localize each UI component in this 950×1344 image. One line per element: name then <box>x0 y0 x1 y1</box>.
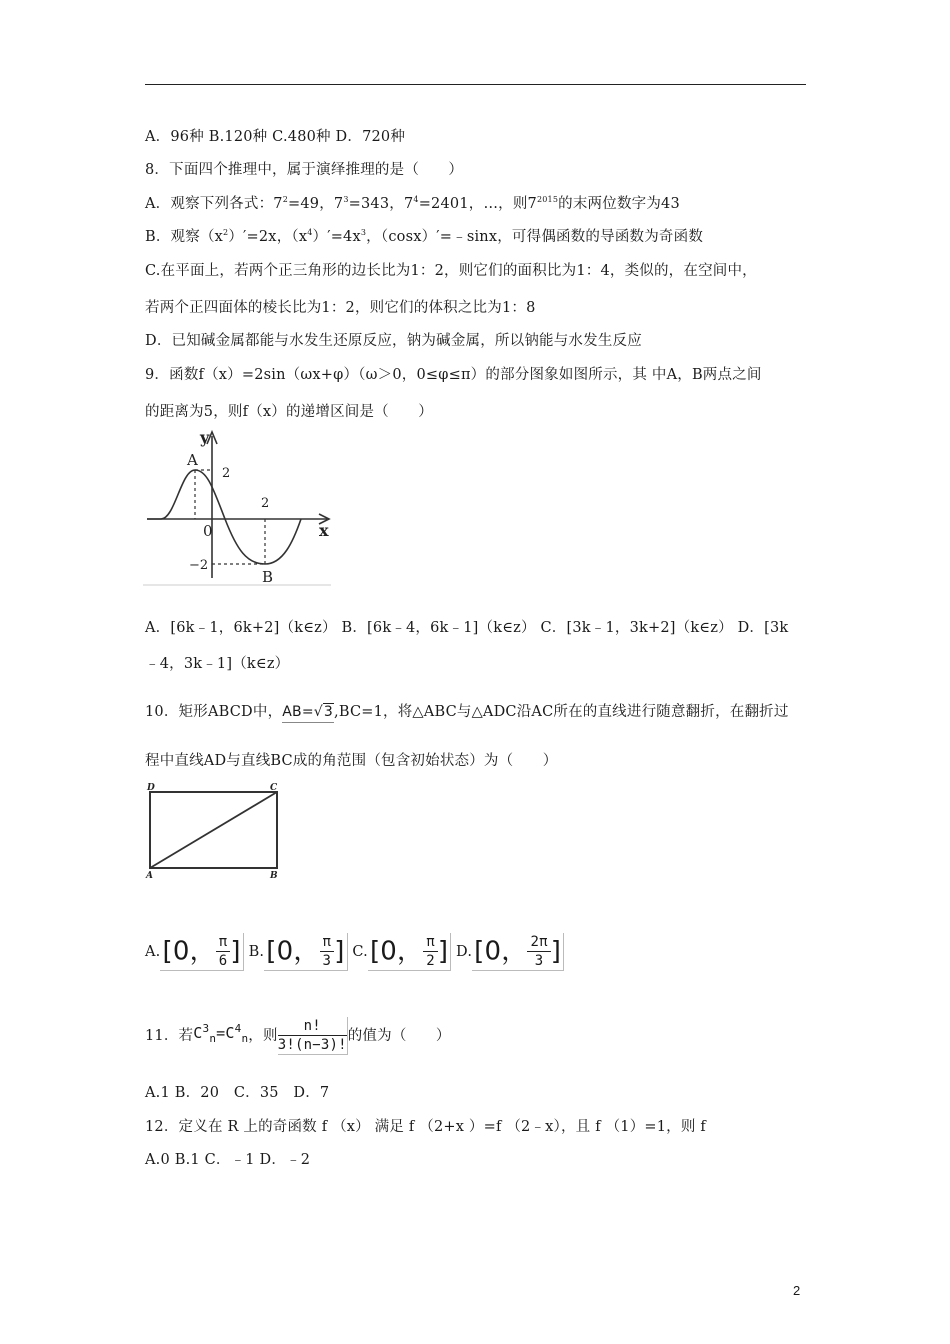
text: 的值为（ ） <box>347 1028 451 1044</box>
numerator: n! <box>278 1017 347 1036</box>
c-symbol: C <box>225 1024 235 1042</box>
text: B．观察（x <box>145 229 224 245</box>
bracket: [0， <box>162 936 216 967</box>
q10-rectangle-figure <box>143 780 283 880</box>
text: ）′=4x <box>312 229 361 245</box>
q9-stem-line1: 9．函数f（x）=2sin（ωx+φ）（ω＞0，0≤φ≤π）的部分图象如图所示，其 中A，B两点之间 <box>145 367 762 383</box>
q7-options: A．96种 B.120种 C.480种 D．720种 <box>145 129 406 145</box>
text: ,BC=1，将△ABC与△ADC沿AC所在的直线进行随意翻折，在翻折过 <box>334 704 789 720</box>
bracket: [0， <box>266 936 320 967</box>
q9-options-line1: A．[6k﹣1，6k+2]（k∈z） B．[6k﹣4，6k﹣1]（k∈z） C．[3k﹣1，3k+2]（k∈z） D．[3k <box>145 620 789 636</box>
equals: = <box>216 1024 226 1042</box>
numerator: 2π <box>527 933 550 952</box>
bracket: [0， <box>369 936 424 967</box>
option-label: D. <box>456 944 473 960</box>
exp: 2 <box>223 228 229 238</box>
numerator: π <box>216 933 231 952</box>
combination-equation <box>193 1013 248 1059</box>
exp: 3 <box>360 228 367 238</box>
option-label: B. <box>248 944 265 960</box>
q12-stem: 12．定义在 R 上的奇函数 f （x） 满足 f （2+x ）=f （2﹣x），且 f （1）=1，则 f <box>145 1119 706 1135</box>
q12-options: A.0 B.1 C．﹣1 D．﹣2 <box>145 1152 311 1168</box>
fraction <box>423 933 438 970</box>
text: =2401，…，则7 <box>418 196 537 212</box>
x-axis-label: x <box>319 521 329 540</box>
q9-sine-graph <box>143 428 333 586</box>
text: =49，7 <box>288 196 344 212</box>
q8-option-c-line1: C.在平面上，若两个正三角形的边长比为1：2，则它们的面积比为1：4，类似的，在空间中， <box>145 263 757 279</box>
q8-option-b <box>145 227 703 247</box>
point-a-label: A <box>187 451 198 469</box>
q10-options <box>145 933 564 971</box>
text: ，（cosx）′=﹣sinx，可得偶函数的导函数为奇函数 <box>366 229 704 245</box>
bracket: [0， <box>474 936 528 967</box>
text: 的末两位数字为43 <box>558 196 680 212</box>
c-symbol: C <box>193 1024 203 1042</box>
vertex-d-label: D <box>147 783 155 793</box>
exp: 2 <box>282 195 288 205</box>
text: ，则 <box>248 1028 278 1044</box>
bracket: ] <box>230 936 241 967</box>
formula-lhs: AB= <box>282 704 314 720</box>
y-tick-neg2-label: −2 <box>189 558 209 573</box>
sup: 4 <box>234 1022 242 1035</box>
y-tick-2-label: 2 <box>222 466 231 481</box>
exp: 4 <box>307 228 313 238</box>
text: A．观察下列各式：7 <box>145 196 283 212</box>
bracket: ] <box>550 936 562 967</box>
option-label: A. <box>145 944 161 960</box>
interval-option-d <box>472 933 564 971</box>
fraction <box>527 933 550 970</box>
ab-sqrt3-formula: AB=√3 <box>282 702 334 723</box>
sup: 3 <box>202 1022 210 1035</box>
factorial-fraction <box>278 1017 348 1055</box>
bracket: ] <box>437 936 449 967</box>
q11-options: A.1 B．20 C．35 D．7 <box>145 1085 330 1101</box>
text: 10．矩形ABCD中， <box>145 704 283 720</box>
denominator: 6 <box>218 953 228 969</box>
text: =343，7 <box>348 196 414 212</box>
option-label: C. <box>352 944 368 960</box>
bracket: ] <box>334 936 345 967</box>
text: ）′=2x，（x <box>228 229 308 245</box>
vertex-c-label: C <box>270 783 278 793</box>
fraction <box>320 933 335 970</box>
q8-option-a <box>145 194 680 214</box>
q8-stem: 8．下面四个推理中，属于演绎推理的是（ ） <box>145 162 464 178</box>
denominator: 3!(n−3)! <box>277 1037 347 1053</box>
origin-label: 0 <box>203 522 213 540</box>
sub: n <box>209 1032 217 1045</box>
radicand: 3 <box>323 704 334 720</box>
page-number: 2 <box>793 1283 801 1298</box>
q11-stem <box>145 1013 451 1059</box>
x-tick-2-label: 2 <box>261 496 270 511</box>
q10-stem-line2: 程中直线AD与直线BC成的角范围（包含初始状态）为（ ） <box>145 753 558 769</box>
numerator: π <box>320 933 335 952</box>
exp: 3 <box>343 195 349 205</box>
sub: n <box>241 1032 249 1045</box>
exp: 4 <box>413 195 419 205</box>
fraction <box>216 933 231 970</box>
interval-option-b <box>264 933 347 971</box>
denominator: 3 <box>534 953 544 969</box>
vertex-a-label: A <box>146 871 153 880</box>
q8-option-c-line2: 若两个正四面体的棱长比为1：2，则它们的体积之比为1：8 <box>145 300 536 316</box>
denominator: 3 <box>322 953 332 969</box>
q10-stem-line1 <box>145 702 789 723</box>
vertex-b-label: B <box>270 871 278 880</box>
q9-stem-line2: 的距离为5，则f（x）的递增区间是（ ） <box>145 404 433 420</box>
interval-option-c <box>368 933 451 971</box>
numerator: π <box>423 933 438 952</box>
text: 11．若 <box>145 1028 194 1044</box>
header-rule <box>145 84 806 85</box>
q9-options-line2: ﹣4，3k﹣1]（k∈z） <box>145 656 290 672</box>
point-b-label: B <box>262 568 274 586</box>
interval-option-a <box>160 933 243 971</box>
exp: 2015 <box>536 195 559 205</box>
y-axis-label: y <box>200 428 210 447</box>
denominator: 2 <box>426 953 435 969</box>
q8-option-d: D．已知碱金属都能与水发生还原反应，钠为碱金属，所以钠能与水发生反应 <box>145 333 642 349</box>
